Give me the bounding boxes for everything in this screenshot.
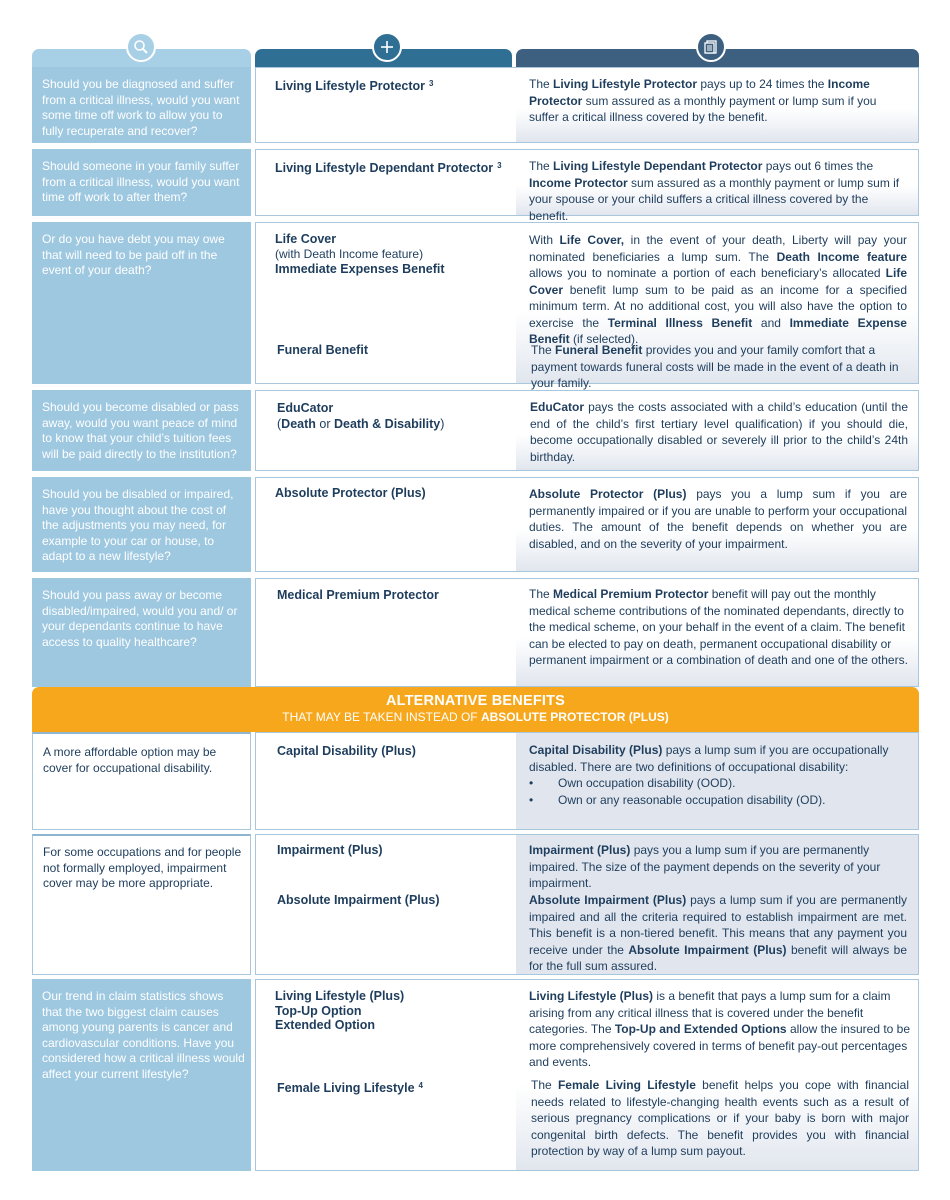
benefit-description: The Living Lifestyle Protector pays up to 24 times the Income Protector sum assured as a monthly payment or lump sum if you suffer a critical illness covered by the benefit.	[529, 77, 877, 124]
benefit-description: Impairment (Plus) pays you a lump sum if you are permanently impaired. The size of the payment depends on the severity of your impairment.	[529, 843, 881, 890]
plus-icon	[372, 32, 402, 62]
benefit-name: EduCator (Death or Death & Disability)	[277, 401, 445, 431]
benefit-name: Impairment (Plus)	[277, 843, 383, 857]
question-cell: Or do you have debt you may owe that will need to be paid off in the event of your death?	[32, 222, 251, 384]
benefit-description: Absolute Impairment (Plus) pays a lump sum if you are permanently impaired and all the criteria required to establish impairment are met. This benefit is a non-tiered benefit. This means that any payment you receive under the Absolute Impairment (Plus) benefit will always be for the full sum assured.	[529, 893, 907, 973]
question-cell: A more affordable option may be cover for occupational disability.	[32, 732, 251, 830]
benefit-name: Absolute Impairment (Plus)	[277, 893, 440, 907]
list-item: • Own or any reasonable occupation disability (OD).	[529, 792, 911, 809]
question-cell: For some occupations and for people not formally employed, impairment cover may be more appropriate.	[32, 834, 251, 975]
search-icon	[126, 32, 156, 62]
benefit-name: Living Lifestyle Dependant Protector $^3$	[275, 161, 502, 175]
benefit-description: Living Lifestyle (Plus) is a benefit that pays a lump sum for a claim arising from any critical illness that is covered under the benefit categories. The Top-Up and Extended Options allow the insured to be more comprehensively covered in terms of benefit pay-out percentages and events.	[529, 989, 911, 1069]
question-cell: Should you be disabled or impaired, have you thought about the cost of the adjustments you may need, for example to your car or house, to adapt to a new lifestyle?	[32, 477, 251, 572]
question-cell: Should you be diagnosed and suffer from a critical illness, would you want some time off work to allow you to fully recuperate and recover?	[32, 67, 251, 143]
benefit-name: Absolute Protector (Plus)	[275, 486, 426, 500]
benefit-name: Capital Disability (Plus)	[277, 744, 416, 758]
alternative-benefits-subtitle: THAT MAY BE TAKEN INSTEAD OF ABSOLUTE PROTECTOR (PLUS)	[282, 710, 669, 724]
benefit-description: Capital Disability (Plus) pays a lump sum if you are occupationally disabled. There are two definitions of occupational disability: • Own occupation disability (OOD). • Own or any reasonable occupation disability (OD).	[529, 742, 911, 808]
list-item: • Own occupation disability (OOD).	[529, 775, 911, 792]
benefit-name: Funeral Benefit	[277, 343, 368, 357]
benefit-description: The Funeral Benefit provides you and your family comfort that a payment towards funeral costs will be made in the event of a death in your family.	[531, 343, 899, 390]
benefit-description: With Life Cover, in the event of your death, Liberty will pay your nominated beneficiaries a lump sum. The Death Income feature allows you to nominate a portion of each beneficiary’s allocated Life Cover benefit lump sum to be paid as an income for a specified minimum term. At no additional cost, you will also have the option to exercise the Terminal Illness Benefit and Immediate Expense Benefit (if selected).	[529, 233, 907, 346]
benefit-description: The Medical Premium Protector benefit will pay out the monthly medical scheme contributions of the nominated dependants, directly to the medical scheme, on your behalf in the event of a claim. The benefit can be elected to pay on death, permanent occupational disability or permanent impairment or a combination of death and one of the others.	[529, 587, 908, 667]
benefit-name: Living Lifestyle Protector $^3$	[275, 79, 434, 93]
benefit-description: Absolute Protector (Plus) pays you a lump sum if you are permanently impaired or if you are unable to perform your occupational duties. The amount of the benefit depends on whether you are disabled, and on the severity of your impairment.	[529, 487, 907, 551]
benefit-description: The Female Living Lifestyle benefit helps you cope with financial needs related to lifestyle-changing health events such as a result of serious pregnancy complications or if your baby is born with major congenital birth defects. The benefit provides you with financial protection by way of a lump sum payout.	[531, 1078, 909, 1158]
question-cell: Our trend in claim statistics shows that the two biggest claim causes among young parents is cancer and cardiovascular conditions. Have you considered how a critical illness would affect your current lifestyle?	[32, 979, 251, 1171]
document-icon	[696, 32, 726, 62]
benefit-name: Life Cover (with Death Income feature) Immediate Expenses Benefit	[275, 232, 445, 276]
benefit-name: Medical Premium Protector	[277, 588, 439, 602]
question-cell: Should someone in your family suffer from a critical illness, would you want time off work to after them?	[32, 149, 251, 216]
question-cell: Should you pass away or become disabled/impaired, would you and/ or your dependants continue to have access to quality healthcare?	[32, 578, 251, 687]
alternative-benefits-title: ALTERNATIVE BENEFITS	[385, 693, 566, 709]
benefit-description: EduCator pays the costs associated with a child’s education (until the end of the child’s first tertiary level qualification) if you should die, become occupationally disabled or severely ill prior to the child’s 24th birthday.	[530, 400, 908, 464]
question-cell: Should you become disabled or pass away, would you want peace of mind to know that your child’s tuition fees will be paid directly to the institution?	[32, 390, 251, 471]
alternative-benefits-banner	[32, 687, 919, 732]
benefit-name: Female Living Lifestyle $^4$	[277, 1081, 423, 1095]
benefit-name: Living Lifestyle (Plus) Top-Up Option Extended Option	[275, 989, 405, 1032]
benefit-description: The Living Lifestyle Dependant Protector pays out 6 times the Income Protector sum assured as a monthly payment or lump sum if your spouse or your child suffers a critical illness covered by the benefit.	[529, 159, 900, 223]
